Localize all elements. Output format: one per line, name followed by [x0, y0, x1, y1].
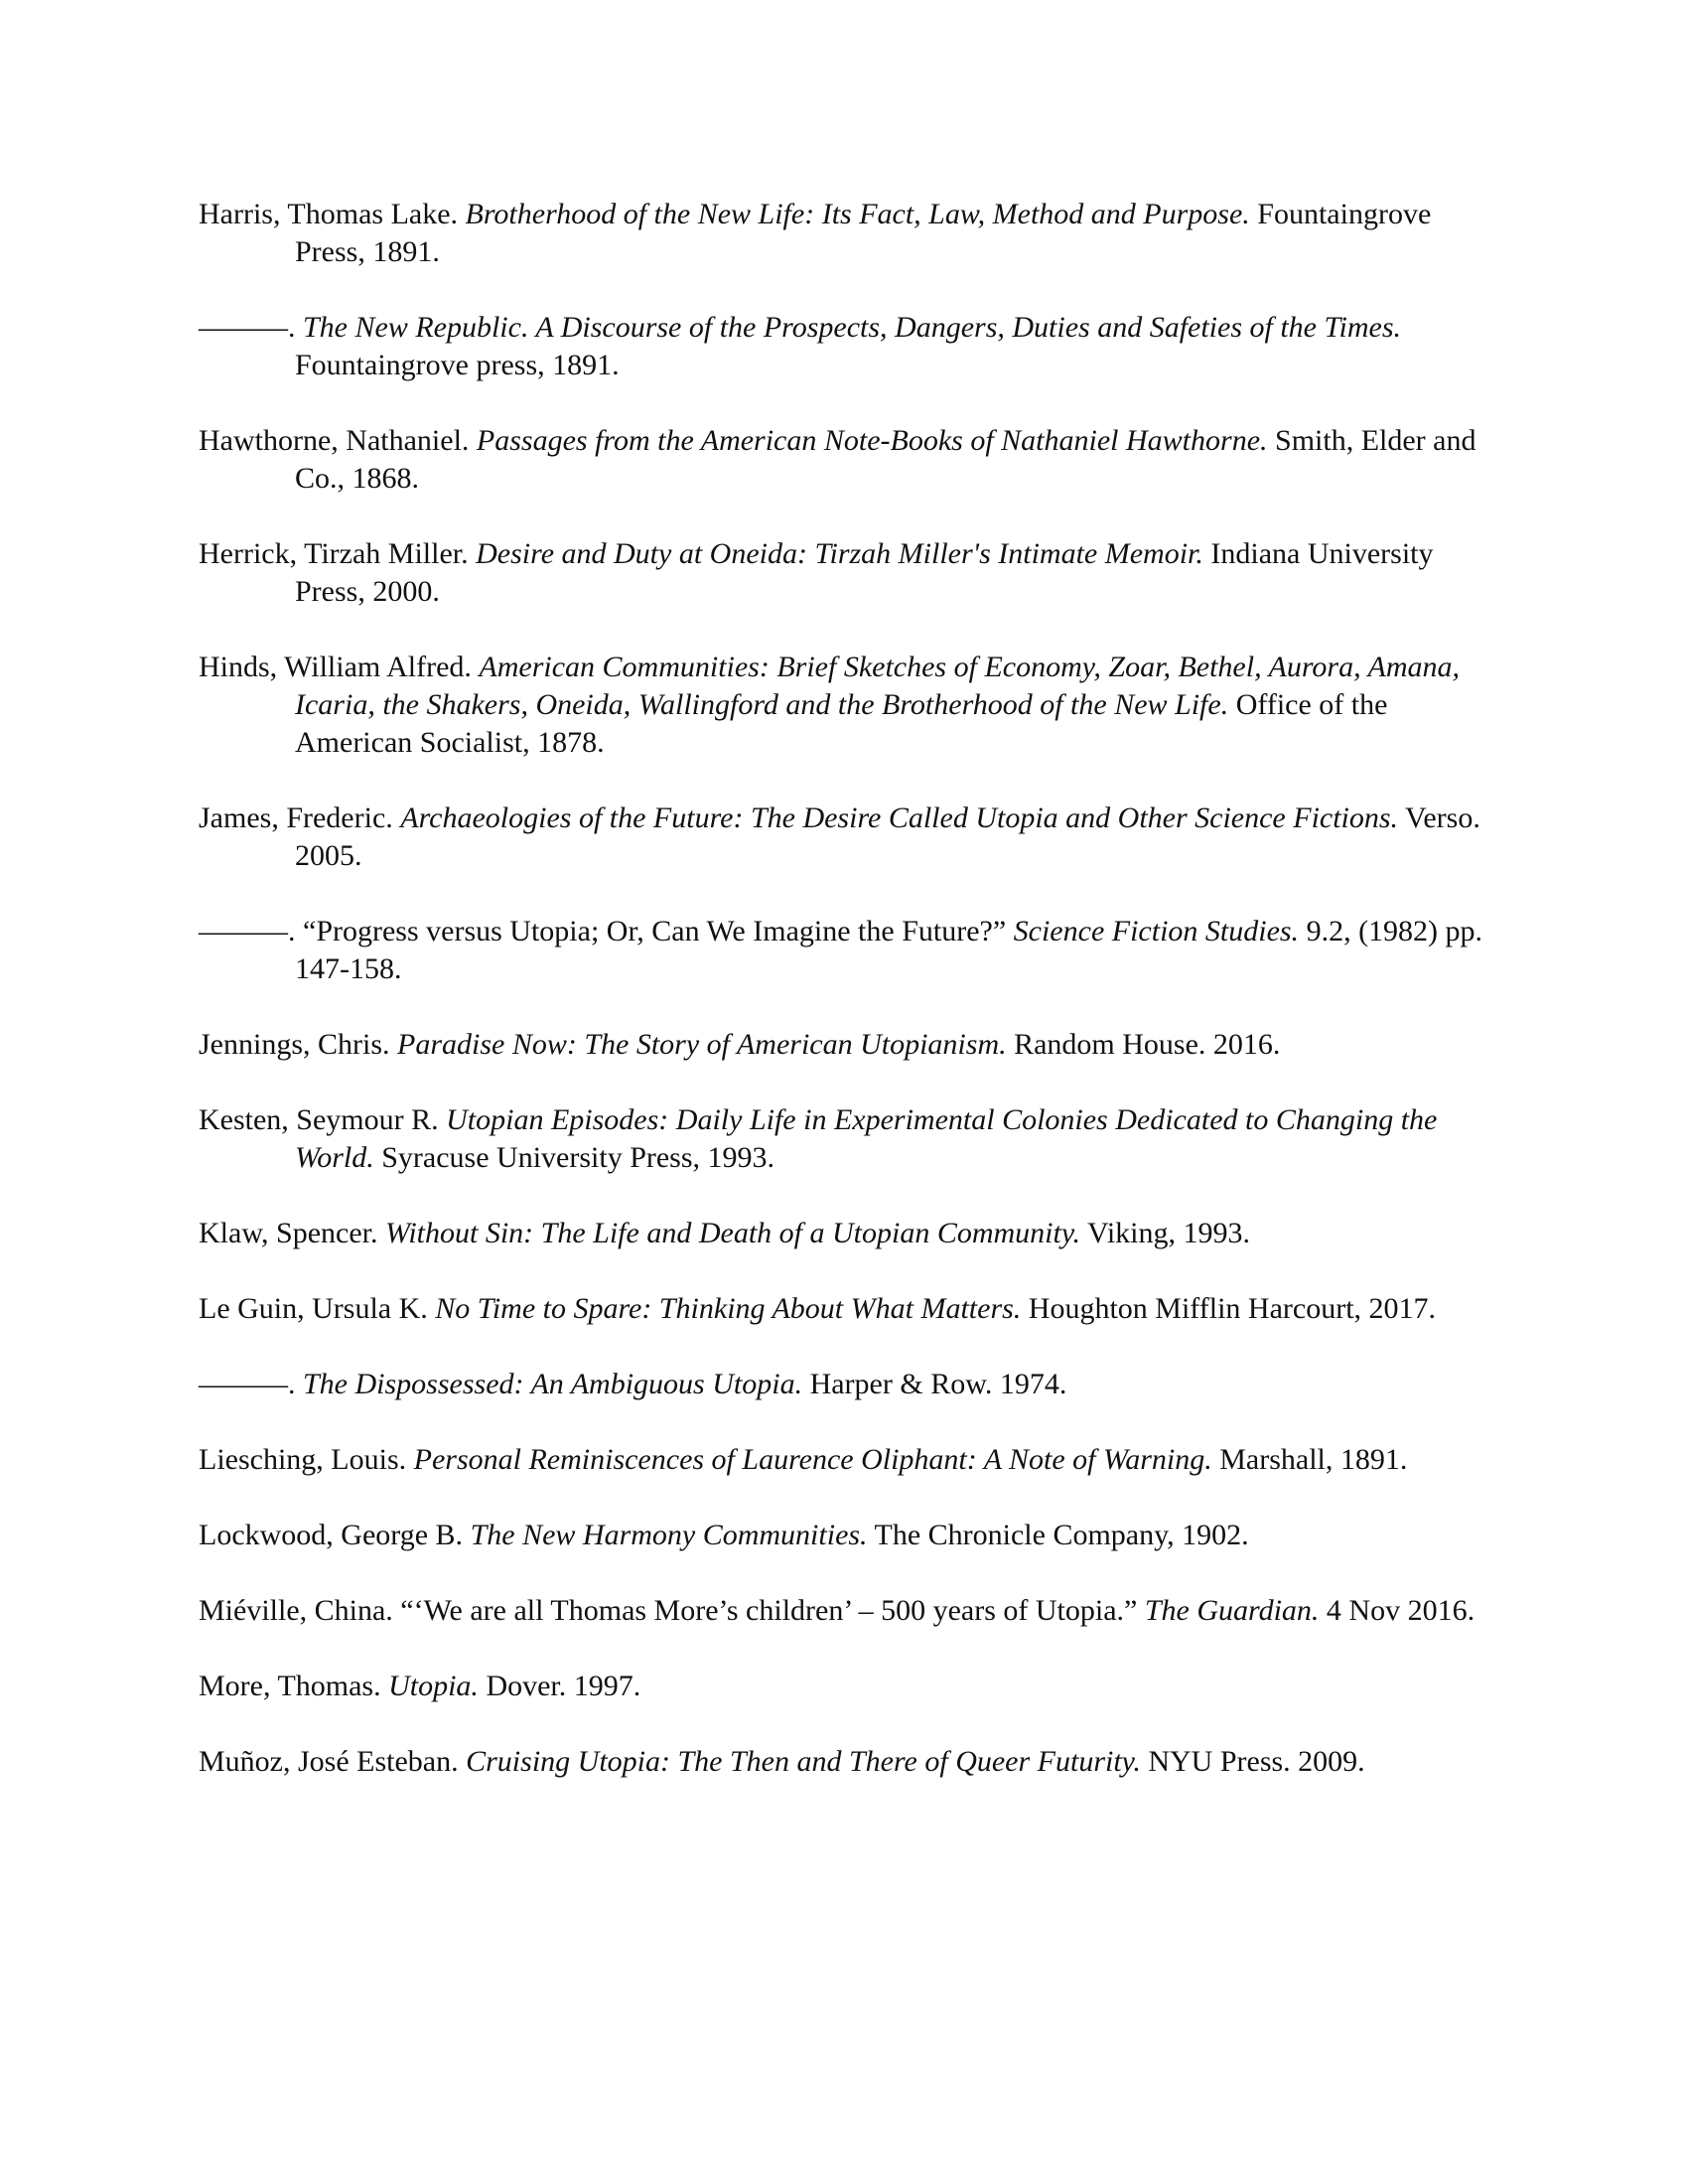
entry-publication: Marshall, 1891. [1211, 1443, 1408, 1476]
bibliography-entry [199, 1366, 1489, 1403]
entry-publication: Fountaingrove Press, 1891. [295, 198, 1432, 268]
entry-title: Without Sin: The Life and Death of a Utopian Community. [385, 1217, 1080, 1249]
entry-publication: Houghton Mifflin Harcourt, 2017. [1021, 1292, 1437, 1325]
bibliography-entry [199, 1101, 1489, 1177]
bibliography-entry [199, 1743, 1489, 1781]
entry-title: The New Republic. A Discourse of the Prospects, Dangers, Duties and Safeties of the Times. [303, 311, 1402, 344]
bibliography-entry [199, 1290, 1489, 1328]
entry-author: James, Frederic. [199, 801, 401, 834]
bibliography-entry [199, 649, 1489, 762]
entry-author: Hinds, William Alfred. [199, 651, 480, 683]
entry-publication: Syracuse University Press, 1993. [373, 1141, 775, 1174]
bibliography-entry [199, 309, 1489, 384]
entry-title: Paradise Now: The Story of American Utopianism. [397, 1028, 1007, 1061]
entry-title: The Guardian. [1144, 1594, 1320, 1627]
bibliography-entry [199, 196, 1489, 271]
entry-publication: Dover. 1997. [478, 1670, 641, 1702]
entry-publication: Indiana University Press, 2000. [295, 537, 1434, 608]
entry-publication: 9.2, (1982) pp. 147-158. [295, 915, 1483, 985]
entry-author: Muñoz, José Esteban. [199, 1745, 467, 1778]
entry-title: Science Fiction Studies. [1013, 915, 1300, 947]
bibliography-entry [199, 1592, 1489, 1630]
entry-title: No Time to Spare: Thinking About What Matters. [435, 1292, 1022, 1325]
entry-publication: Verso. 2005. [295, 801, 1480, 872]
entry-publication: Viking, 1993. [1080, 1217, 1250, 1249]
entry-publication: Office of the American Socialist, 1878. [295, 688, 1388, 759]
entry-title: Archaeologies of the Future: The Desire Called Utopia and Other Science Fictions. [400, 801, 1399, 834]
entry-publication: The Chronicle Company, 1902. [867, 1519, 1249, 1551]
entry-author: Kesten, Seymour R. [199, 1103, 447, 1136]
entry-author: Harris, Thomas Lake. [199, 198, 466, 230]
bibliography-entry [199, 1441, 1489, 1479]
entry-author: Jennings, Chris. [199, 1028, 398, 1061]
bibliography-entry [199, 800, 1489, 875]
entry-publication: Random House. 2016. [1006, 1028, 1281, 1061]
entry-author: Klaw, Spencer. [199, 1217, 385, 1249]
entry-title: Utopia. [388, 1670, 479, 1702]
bibliography-entry [199, 1215, 1489, 1252]
entry-title: The New Harmony Communities. [470, 1519, 868, 1551]
entry-publication: Harper & Row. 1974. [802, 1368, 1067, 1400]
entry-publication: NYU Press. 2009. [1140, 1745, 1365, 1778]
entry-title: Utopian Episodes: Daily Life in Experimental Colonies Dedicated to Changing the World. [295, 1103, 1438, 1174]
entry-author: ———. [199, 311, 303, 344]
entry-author: Hawthorne, Nathaniel. [199, 424, 477, 457]
entry-author: ———. [199, 1368, 303, 1400]
bibliography-entry [199, 1026, 1489, 1064]
entry-publication: Fountaingrove press, 1891. [295, 349, 620, 381]
entry-title: Passages from the American Note-Books of Nathaniel Hawthorne. [476, 424, 1268, 457]
entry-author: Herrick, Tirzah Miller. [199, 537, 477, 570]
entry-author: Liesching, Louis. [199, 1443, 414, 1476]
entry-title: The Dispossessed: An Ambiguous Utopia. [303, 1368, 803, 1400]
bibliography-entry [199, 535, 1489, 611]
entry-title: American Communities: Brief Sketches of Economy, Zoar, Bethel, Aurora, Amana, Icaria, the Shakers, Oneida, Wallingford and the Brotherhood of the New Life. [295, 651, 1461, 721]
bibliography-entry [199, 913, 1489, 988]
entry-title: Desire and Duty at Oneida: Tirzah Miller's Intimate Memoir. [476, 537, 1203, 570]
entry-publication: 4 Nov 2016. [1319, 1594, 1476, 1627]
entry-author: Lockwood, George B. [199, 1519, 471, 1551]
entry-author: More, Thomas. [199, 1670, 389, 1702]
entry-title: Brotherhood of the New Life: Its Fact, Law, Method and Purpose. [465, 198, 1250, 230]
entry-author: Le Guin, Ursula K. [199, 1292, 436, 1325]
entry-author: ———. “Progress versus Utopia; Or, Can We Imagine the Future?” [199, 915, 1014, 947]
bibliography-list [199, 196, 1489, 1819]
bibliography-entry [199, 422, 1489, 498]
entry-title: Cruising Utopia: The Then and There of Queer Futurity. [466, 1745, 1141, 1778]
entry-author: Miéville, China. “‘We are all Thomas More’s children’ – 500 years of Utopia.” [199, 1594, 1145, 1627]
entry-title: Personal Reminiscences of Laurence Oliphant: A Note of Warning. [413, 1443, 1212, 1476]
entry-publication: Smith, Elder and Co., 1868. [295, 424, 1476, 495]
bibliography-entry [199, 1668, 1489, 1705]
bibliography-entry [199, 1517, 1489, 1554]
